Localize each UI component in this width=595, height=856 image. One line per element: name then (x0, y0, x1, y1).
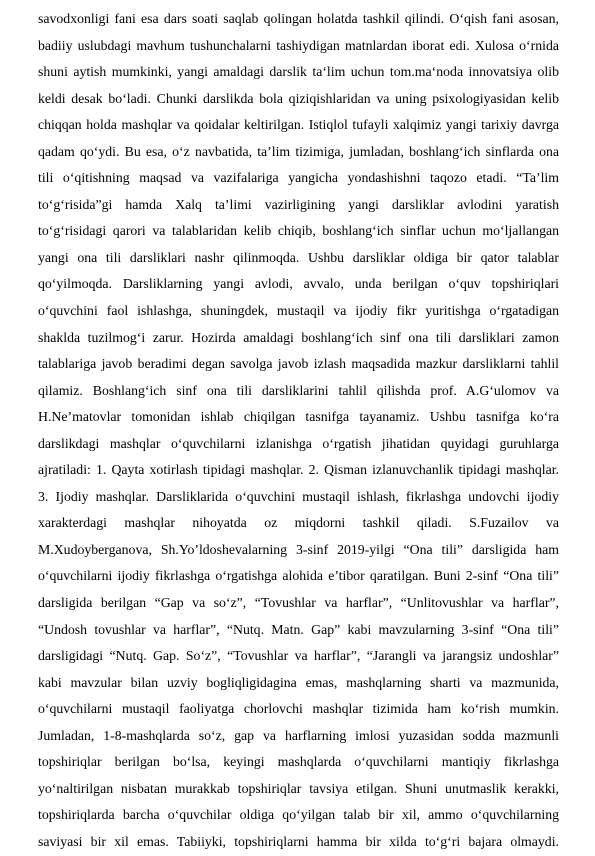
text-line: xarakterdagi mashqlar nihoyatda oz miqdorni tashkil qiladi. S.Fuzailov va (38, 515, 559, 531)
text-line: “Undosh tovushlar va harflar”, “Nutq. Matn. Gap” kabi mavzularning 3-sinf “Ona tili” (38, 621, 559, 637)
text-line: o‘quvchilarni ijodiy fikrlashga o‘rgatishga alohida e’tibor qaratilgan. Buni 2-sinf “Ona tili” (38, 568, 559, 584)
text-line: saviyasi bir xil emas. Tabiiyki, topshiriqlarni hamma bir xilda to‘g‘ri bajara olmaydi. (38, 833, 559, 849)
text-line: tili o‘qitishning maqsad va vazifalariga yangicha yondashishni taqozo etadi. “Ta’lim (38, 170, 559, 186)
text-line: yo‘naltirilgan nisbatan murakkab topshiriqlar tavsiya etilgan. Shuni unutmaslik kerakki, (38, 780, 559, 796)
text-line: 3. Ijodiy mashqlar. Darsliklarida o‘quvchini mustaqil ishlash, fikrlashga undovchi ijodiy (38, 488, 559, 504)
text-line: kabi mavzular bilan uzviy bogliqligidagina emas, mashqlarning sharti va mazmunida, (38, 674, 559, 690)
text-line: topshiriqlarda barcha o‘quvchilar oldiga qo‘yilgan talab bir xil, ammo o‘quvchilarning (38, 807, 559, 823)
text-line: to‘g‘risidagi qarori va talablaridan kelib chiqib, boshlang‘ich sinflar uchun mo‘ljallangan (38, 223, 559, 239)
text-line: M.Xudoyberganova, Sh.Yo’ldoshevalarning 3-sinf 2019-yilgi “Ona tili” darsligida ham (38, 541, 559, 557)
text-line: o‘quvchini faol ishlashga, shuningdek, mustaqil va ijodiy fikr yuritishga o‘rgatadigan (38, 303, 559, 319)
text-line: yangi ona tili darsliklari nashr qilinmoqda. Ushbu darsliklar oldiga bir qator talablar (38, 249, 559, 265)
text-line: darslikdagi mashqlar o‘quvchilarni izlanishga o‘rgatish jihatidan quyidagi guruhlarga (38, 435, 559, 451)
text-line: qilamiz. Boshlang‘ich sinf ona tili darsliklarini tahlil qilishda prof. A.G‘ulomov va (38, 382, 559, 398)
text-line: badiiy uslubdagi mavhum tushunchalarni tashiydigan matnlardan iborat edi. Xulosa o‘rnida (38, 37, 559, 53)
text-line: chiqqan holda mashqlar va qoidalar keltirilgan. Istiqlol tufayli xalqimiz yangi tarixiy davrga (38, 117, 559, 133)
text-line: Jumladan, 1-8-mashqlarda so‘z, gap va harflarning imlosi yuzasidan sodda mazmunli (38, 727, 559, 743)
text-line: topshiriqlar berilgan bo‘lsa, keyingi mashqlarda o‘quvchilarni mantiqiy fikrlashga (38, 754, 559, 770)
text-line: o‘quvchilarni mustaqil faoliyatga chorlovchi mashqlar tizimida ham ko‘rish mumkin. (38, 701, 559, 717)
text-line: savodxonligi fani esa dars soati saqlab qolingan holatda tashkil qilindi. O‘qish fani asosan, (38, 11, 559, 26)
text-line: qo‘yilmoqda. Darsliklarning yangi avlodi, avvalo, unda berilgan o‘quv topshiriqlari (38, 276, 559, 292)
text-line: ajratiladi: 1. Qayta xotirlash tipidagi mashqlar. 2. Qisman izlanuvchanlik tipidagi mashqlar. (38, 462, 559, 478)
text-line: keldi desak bo‘ladi. Chunki darslikda bola qiziqishlaridan va uning psixologiyasidan kelib (38, 90, 559, 106)
document-body (38, 6, 559, 856)
text-line: darsligidagi “Nutq. Gap. So‘z”, “Tovushlar va harflar”, “Jarangli va jarangsiz undoshlar” (38, 648, 559, 664)
text-line: H.Ne’matovlar tomonidan ishlab chiqilgan tasnifga tayanamiz. Ushbu tasnifga ko‘ra (38, 409, 559, 425)
text-line: qadam qo‘ydi. Bu esa, o‘z navbatida, ta’lim tizimiga, jumladan, boshlang‘ich sinflarda ona (38, 143, 559, 159)
text-line: to‘g‘risida”gi hamda Xalq ta’limi vazirligining yangi darsliklar avlodini yaratish (38, 196, 559, 212)
text-line: darsligida berilgan “Gap va so‘z”, “Tovushlar va harflar”, “Unlitovushlar va harflar”, (38, 595, 559, 611)
text-line: talablariga javob beradimi degan savolga javob izlash maqsadida mazkur darsliklarni tahlil (38, 356, 559, 372)
text-line: shuni aytish mumkinki, yangi amaldagi darslik ta‘lim uchun tom.ma‘noda innovatsiya olib (38, 64, 559, 80)
text-line: shaklda tuzilmog‘i zarur. Hozirda amaldagi boshlang‘ich sinf ona tili darsliklari zamon (38, 329, 559, 345)
